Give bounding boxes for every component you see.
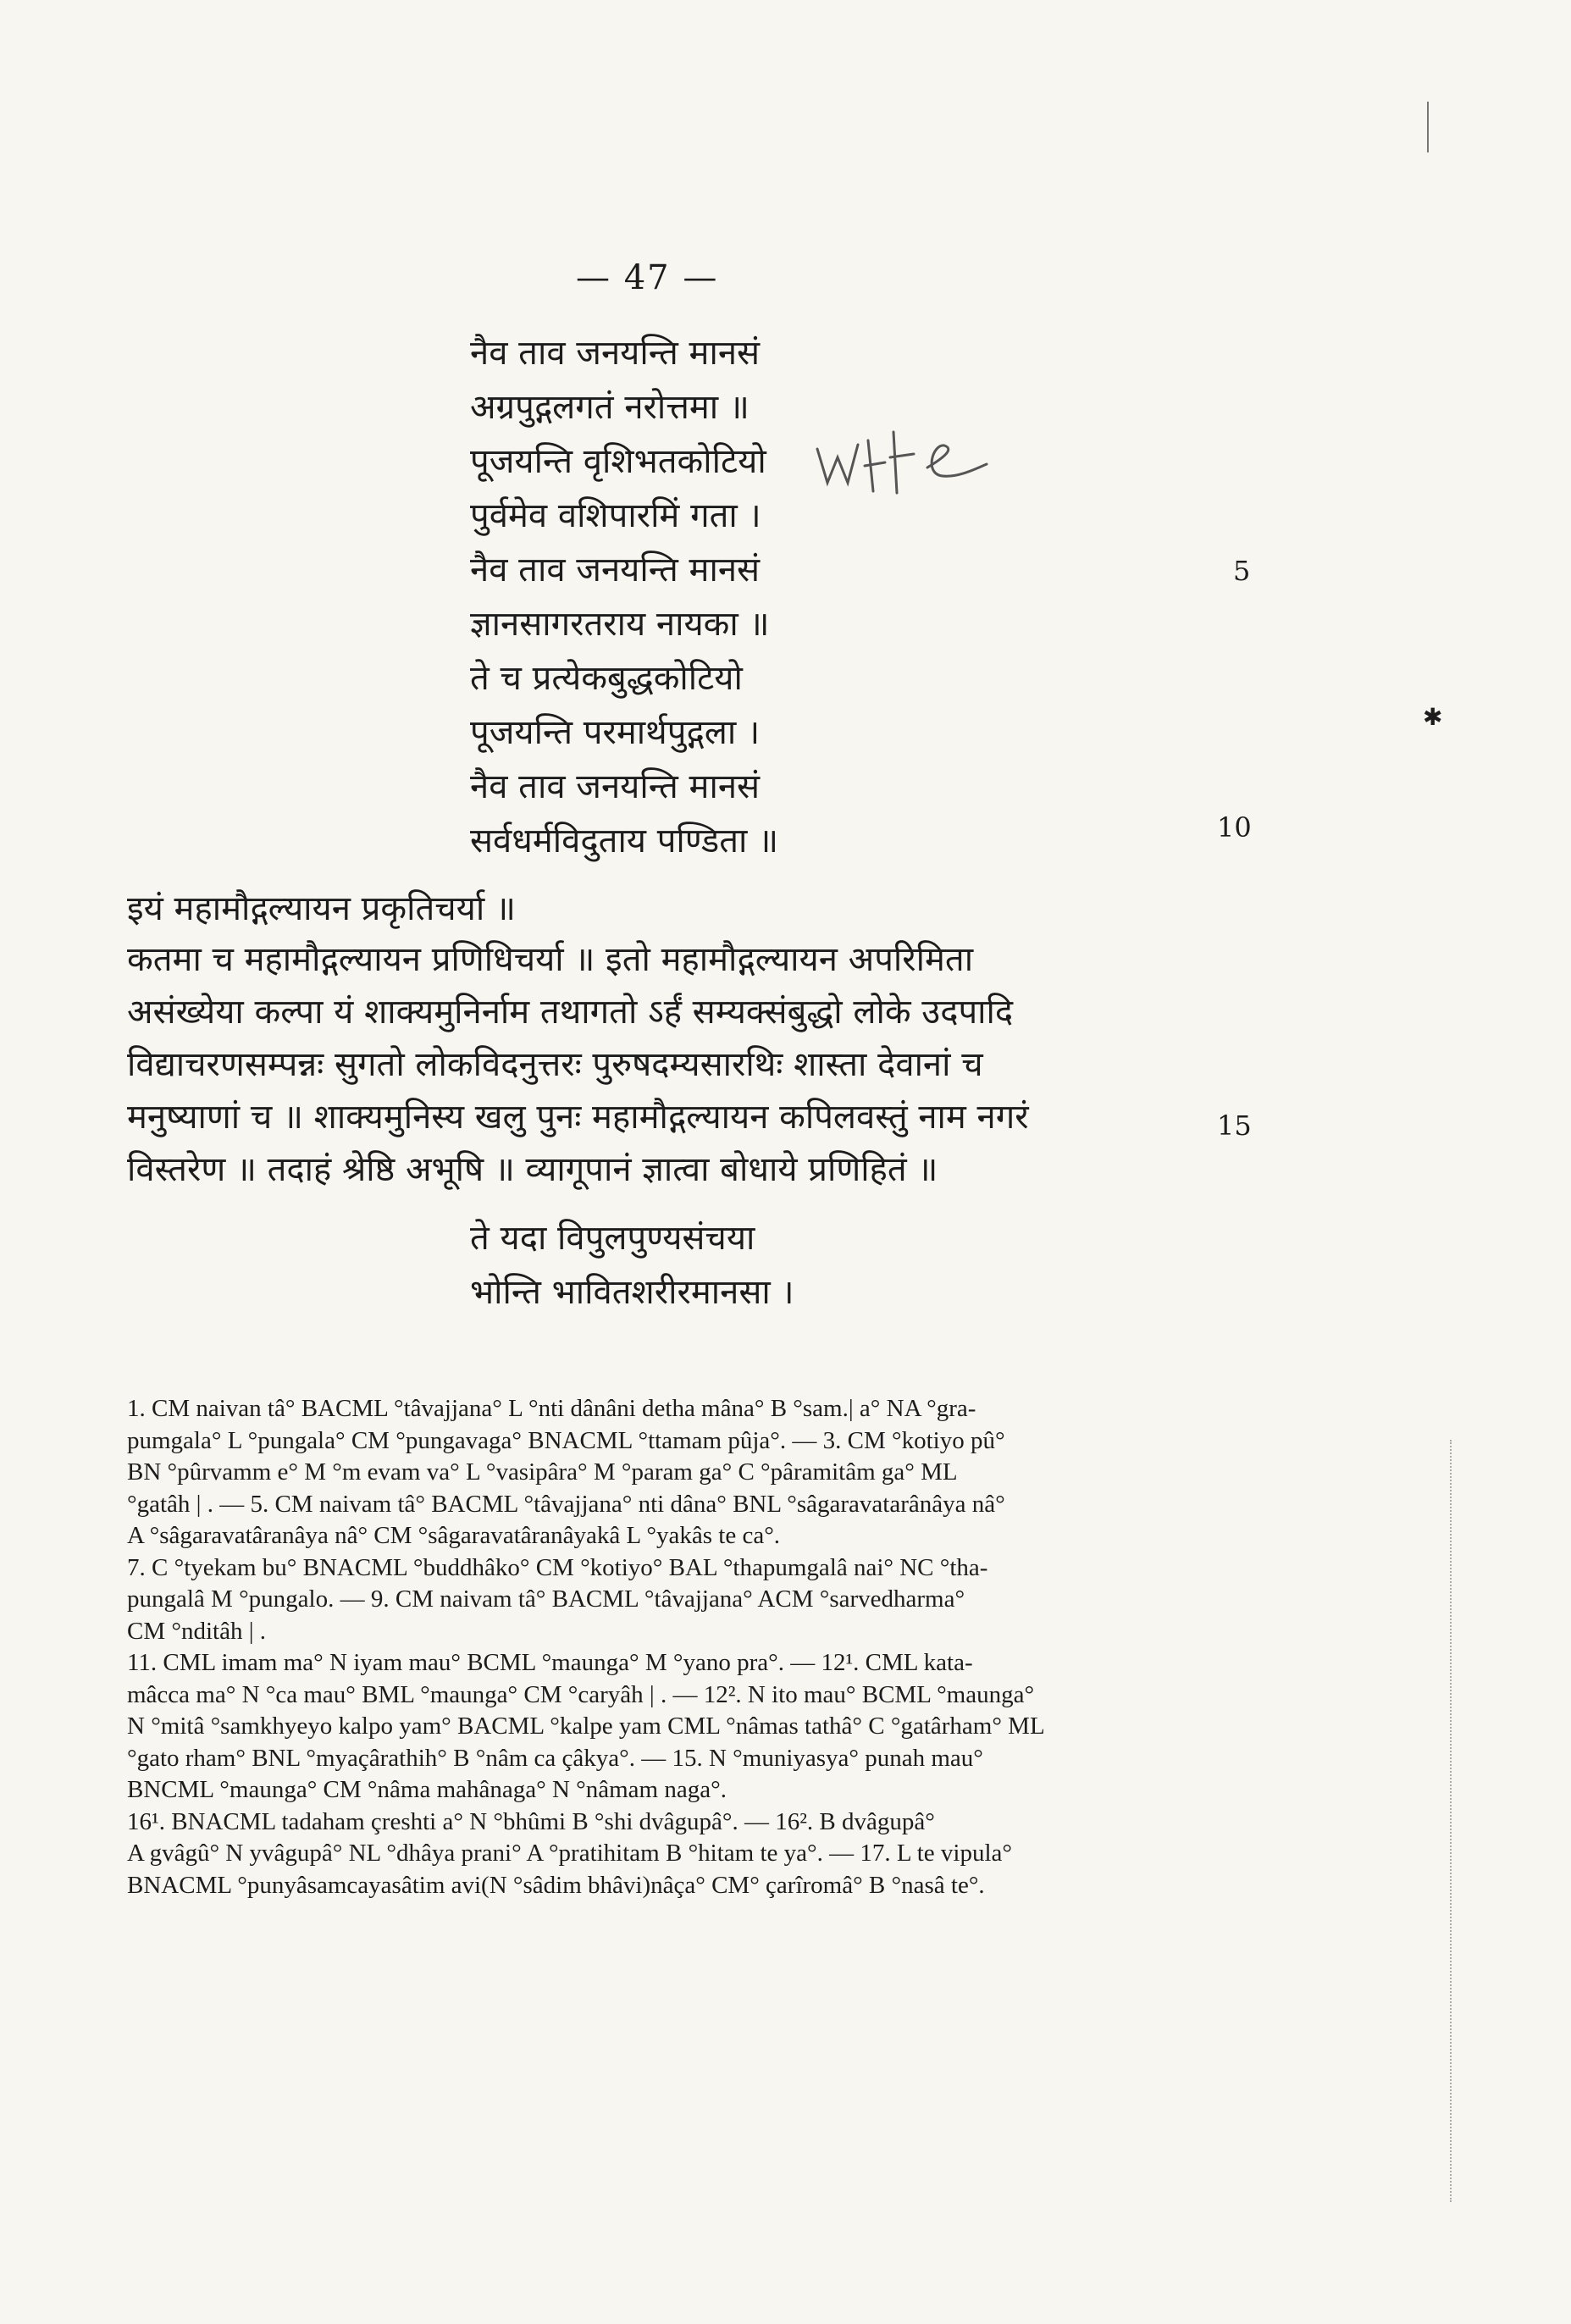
verse-line: पूजयन्ति परमार्थपुद्गला । <box>470 713 761 752</box>
footnote-line: °gato rham° BNL °myaçârathih° B °nâm ca çâkya°. — 15. N °muniyasya° punah mau° <box>127 1744 983 1772</box>
line-number: 5 <box>1233 555 1251 587</box>
line-number: 10 <box>1217 811 1252 844</box>
footnote-line: pungalâ M °pungalo. — 9. CM naivam tâ° BACML °tâvajjana° ACM °sarvedharma° <box>127 1585 965 1613</box>
prose-line: विद्याचरणसम्पन्नः सुगतो लोकविदनुत्तरः पुरुषदम्यसारथिः शास्ता देवानां च <box>127 1045 983 1084</box>
footnotes <box>127 1393 1220 1901</box>
prose-line: विस्तरेण ॥ तदाहं श्रेष्ठि अभूषि ॥ व्यागूपानं ज्ञात्वा बोधाये प्रणिहितं ॥ <box>127 1150 938 1189</box>
footnote-line: 7. C °tyekam bu° BNACML °buddhâko° CM °kotiyo° BAL °thapumgalâ nai° NC °tha- <box>127 1553 988 1581</box>
footnote-line: 11. CML imam ma° N iyam mau° BCML °maunga° M °yano pra°. — 12¹. CML kata- <box>127 1649 973 1676</box>
footnote-line: CM °nditâh | . <box>127 1617 267 1645</box>
verse-block <box>470 1211 794 1320</box>
verse-line: अग्रपुद्गलगतं नरोत्तमा ॥ <box>470 388 750 427</box>
prose-paragraph <box>127 933 1228 1196</box>
margin-mark <box>1427 102 1434 152</box>
prose-line: मनुष्याणां च ॥ शाक्यमुनिस्य खलु पुनः महामौद्गल्यायन कपिलवस्तुं नाम नगरं <box>127 1098 1029 1137</box>
verse-line: ते यदा विपुलपुण्यसंचया <box>470 1219 755 1258</box>
footnote-line: BNACML °punyâsamcayasâtim avi(N °sâdim bhâvi)nâça° CM° çarîromâ° B °nasâ te°. <box>127 1871 985 1899</box>
verse-line: नैव ताव जनयन्ति मानसं <box>470 334 761 373</box>
footnote-line: pumgala° L °pungala° CM °pungavaga° BNACML °ttamam pûja°. — 3. CM °kotiyo pû° <box>127 1426 1005 1454</box>
prose-line: असंख्येया कल्पा यं शाक्यमुनिर्नाम तथागतो ऽर्हं सम्यक्संबुद्धो लोके उदपादि <box>127 993 1014 1032</box>
footnote-line: N °mitâ °samkhyeyo kalpo yam° BACML °kalpe yam CML °nâmas tathâ° C °gatârham° ML <box>127 1713 1045 1740</box>
footnote-line: BNCML °maunga° CM °nâma mahânaga° N °nâmam naga°. <box>127 1776 727 1803</box>
footnote-line: BN °pûrvamm e° M °m evam va° L °vasipâra° M °param ga° C °pâramitâm ga° ML <box>127 1458 958 1486</box>
verse-line: सर्वधर्मविदुताय पण्डिता ॥ <box>470 822 779 860</box>
footnote-line: mâcca ma° N °ca mau° BML °maunga° CM °caryâh | . — 12². N ito mau° BCML °maunga° <box>127 1680 1035 1708</box>
section-heading <box>127 883 1228 935</box>
line-number: 15 <box>1217 1109 1252 1142</box>
footnote-line: °gatâh | . — 5. CM naivam tâ° BACML °tâvajjana° nti dâna° BNL °sâgaravatarânâya nâ° <box>127 1490 1005 1518</box>
ink-speck-icon: ✱ <box>1423 703 1443 731</box>
prose-line: कतमा च महामौद्गल्यायन प्रणिधिचर्या ॥ इतो महामौद्गल्यायन अपरिमिता <box>127 940 974 979</box>
verse-block <box>470 326 778 868</box>
margin-mark <box>1450 1440 1455 2202</box>
handwritten-annotation <box>809 398 1037 517</box>
heading-line: इयं महामौद्गल्यायन प्रकृतिचर्या ॥ <box>127 889 516 928</box>
verse-line: पूजयन्ति वृशिभतकोटियो <box>470 442 766 481</box>
footnote-line: A gvâgû° N yvâgupâ° NL °dhâya prani° A °pratihitam B °hitam te ya°. — 17. L te vipula° <box>127 1840 1013 1867</box>
footnote-line: 16¹. BNACML tadaham çreshti a° N °bhûmi B °shi dvâgupâ°. — 16². B dvâgupâ° <box>127 1807 935 1835</box>
verse-line: भोन्ति भावितशरीरमानसा । <box>470 1273 794 1312</box>
verse-line: नैव ताव जनयन्ति मानसं <box>470 767 761 806</box>
page-number: — 47 — <box>576 258 719 297</box>
footnote-line: A °sâgaravatâranâya nâ° CM °sâgaravatâranâyakâ L °yakâs te ca°. <box>127 1522 781 1549</box>
verse-line: ज्ञानसागरतराय नायका ॥ <box>470 605 770 644</box>
verse-line: नैव ताव जनयन्ति मानसं <box>470 551 761 589</box>
verse-line: ते च प्रत्येकबुद्धकोटियो <box>470 659 743 698</box>
footnote-line: 1. CM naivan tâ° BACML °tâvajjana° L °nti dânâni detha mâna° B °sam.| a° NA °gra- <box>127 1395 976 1422</box>
verse-line: पुर्वमेव वशिपारमिं गता । <box>470 496 761 535</box>
